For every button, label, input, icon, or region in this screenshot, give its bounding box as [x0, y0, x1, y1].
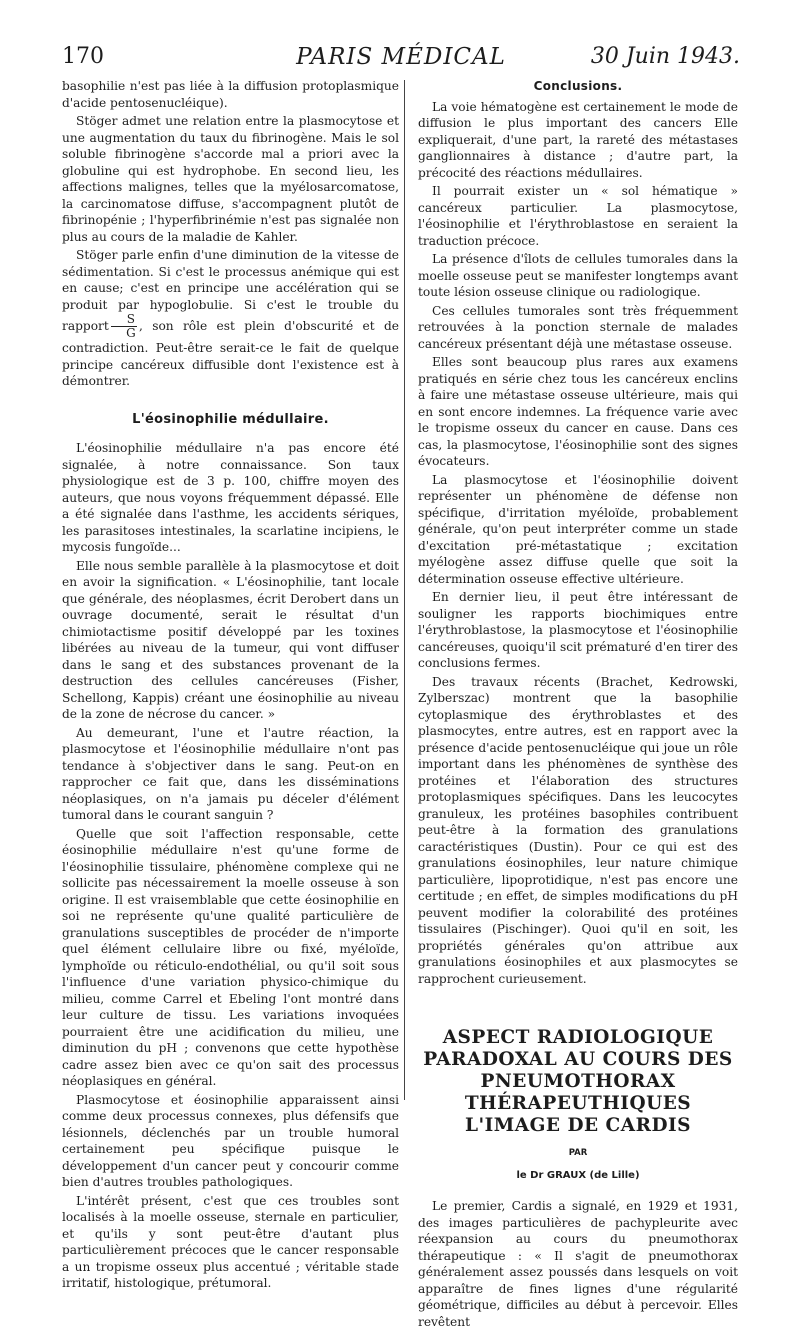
issue-date: 30 Juin 1943. [590, 44, 740, 69]
paragraph: Plasmocytose et éosinophilie apparaissent ainsi comme deux processus connexes, plus défensifs que lésionnels, déclenchés par un trouble humoral certainement peu spécifique puisque le développement d'un cancer peut y concourir comme bien d'autres troubles pathologiques. [62, 1092, 399, 1189]
paragraph: La plasmocytose et l'éosinophilie doivent représenter un phénomène de défense non spécifique, d'irritation myéloïde, probablement générale, qu'on peut interpréter comme un stade d'excitation pré-métastatique ; excitation myélogène assez diffuse quelle que soit la détermination osseuse effective ultérieure. [418, 472, 738, 586]
paragraph: Quelle que soit l'affection responsable, cette éosinophilie médullaire n'est qu'une forme de l'éosinophilie tissulaire, phénomène complexe qui ne sollicite pas nécessairement la moelle osseuse à son origine. Il est vraisemblable que cette éosinophilie en soi ne représente qu'une qualité particulière de granulations susceptibles de procéder de n'importe quel élément cellulaire libre ou fixé, myéloïde, lymphoïde ou réticulo-endothélial, ou qu'il soit sous l'influence d'une variation physico-chimique du milieu, comme Carrel et Ebeling l'ont montré dans leur culture de tissu. Les variations invoquées pourraient être une acidification du milieu, une diminution du pH ; convenons que cette hypothèse cadre assez bien avec ce qu'on sait des processus néoplasiques en général. [62, 826, 399, 1088]
paragraph: Au demeurant, l'une et l'autre réaction, la plasmocytose et l'éosinophilie médullaire n'ont pas tendance à s'objectiver dans le sang. Peut-on en rapprocher ce fait que, dans les disséminations néoplasiques, on n'a jamais pu déceler d'élément tumoral dans le courant sanguin ? [62, 725, 399, 822]
byline-par: PAR [568, 1148, 588, 1158]
section-heading: Conclusions. [533, 79, 623, 93]
paragraph: La présence d'îlots de cellules tumorales dans la moelle osseuse peut se manifester longtemps avant toute lésion osseuse clinique ou radiologique. [418, 252, 738, 299]
paragraph: La voie hématogène est certainement le mode de diffusion le plus important des cancers Elle expliquerait, d'une part, la rareté des métastases ganglionnaires à distance ; d'autre part, la précocité des réactions médullaires. [418, 99, 738, 180]
paragraph-with-ratio [62, 247, 399, 390]
paragraph: Elle nous semble parallèle à la plasmocytose et doit en avoir la signification. « L'éosinophilie, tant locale que générale, des néoplasmes, écrit Derobert dans un ouvrage documenté, serait le résultat d'un chimiotactisme positif développé par les toxines libérées au niveau de la tumeur, qui vont diffuser dans le sang et des substances provenant de la destruction des cellules cancéreuses (Fisher, Schellong, Kappis) créant une éosinophilie au niveau de la zone de nécrose du cancer. » [62, 558, 399, 721]
paragraph: Des travaux récents (Brachet, Kedrowski, Zylberszac) montrent que la basophilie cytoplasmique des érythroblastes et des plasmocytes, entre autres, est en rapport avec la présence d'acide pentosenucléique qui joue un rôle important dans les phénomènes de synthèse des protéines et l'élaboration des structures protoplasmiques spécifiques. Dans les leucocytes granuleux, les protéines basophiles contribuent peut-être à la formation des granulations caractéristiques (Dustin). Pour ce qui est des granulations éosinophiles, leur nature chimique particulière, lipoprotidique, n'est pas encore une certitude ; en effet, de simples modifications du pH peuvent modifier la colorabilité des protéines tissulaires (Pischinger). Quoi qu'il en soit, les propriétés générales qu'on attribue aux granulations éosinophiles et aux plasmocytes se rapprochent curieusement. [418, 674, 738, 986]
paragraph-text: Stöger parle enfin d'une diminution de la vitesse de sédimentation. Si c'est le processus anémique qui est en cause; c'est en principe une accélération qui se produit par hypoglobulie. Si c'est le trouble du rapport [62, 248, 399, 333]
paragraph: Le premier, Cardis a signalé, en 1929 et 1931, des images particulières de pachypleurite avec réexpansion au cours du pneumothorax thérapeutique : « Il s'agit de pneumothorax généralement assez poussés dans lesquels on voit apparaître de fines lignes d'une régularité géométrique, difficiles au début à percevoir. Elles revêtent [418, 1199, 738, 1329]
paragraph: Elles sont beaucoup plus rares aux examens pratiqués en série chez tous les cancéreux enclins à faire une métastase osseuse ultérieure, mais qui en sont encore indemnes. La fréquence varie avec le tropisme osseux du cancer en cause. Dans ces cas, la plasmocytose, l'éosinophilie sont des signes évocateurs. [418, 355, 738, 468]
paragraph: En dernier lieu, il peut être intéressant de souligner les rapports biochimiques entre l'érythroblastose, la plasmocytose et l'éosinophilie cancéreuses, quoiqu'il scit prématuré d'en tirer des conclusions fermes. [418, 590, 738, 670]
left-column [62, 78, 399, 1294]
section-heading: L'éosinophilie médullaire. [132, 411, 329, 427]
paragraph: basophilie n'est pas liée à la diffusion protoplasmique d'acide pentosenucléique). [62, 79, 399, 110]
running-header [62, 44, 740, 74]
page-number: 170 [62, 44, 104, 69]
paragraph: L'éosinophilie médullaire n'a pas encore été signalée, à notre connaissance. Son taux physiologique est de 3 p. 100, chiffre moyen des auteurs, que nous voyons fréquemment dépassé. Elle a été signalée dans l'asthme, les accidents sériques, les parasitoses intestinales, la scarlatine incipiens, le mycosis fungoïde... [62, 441, 399, 554]
fraction-denominator: G [126, 326, 136, 340]
paragraph-text: , son rôle est plein d'obscurité et de contradiction. Peut-être serait-ce le fait de quelque principe cancéreux diffusible dont l'existence est à démontrer. [62, 319, 399, 388]
fraction-numerator: S [111, 313, 137, 327]
author-byline: le Dr GRAUX (de Lille) [516, 1169, 640, 1181]
paragraph: Ces cellules tumorales sont très fréquemment retrouvées à la ponction sternale de malades cancéreux présentant déjà une métastase osseuse. [418, 303, 738, 351]
right-column [418, 78, 738, 1332]
journal-title: PARIS MÉDICAL [296, 44, 506, 70]
column-divider [404, 80, 405, 1100]
ratio-fraction [111, 313, 137, 340]
paragraph: L'intérêt présent, c'est que ces troubles sont localisés à la moelle osseuse, sternale en particulier, et qu'ils y sont peut-être d'autant plus particulièrement précoces que le cancer responsable a un tropisme osseux plus accentué ; véritable stade irritatif, histologique, prétumoral. [62, 1193, 399, 1290]
paragraph: Stöger admet une relation entre la plasmocytose et une augmentation du taux du fibrinogène. Mais le sol soluble fibrinogène s'accorde mal a priori avec la globuline qui est hydrophobe. En second lieu, les affections malignes, telles que la myélosarcomatose, la carcinomatose diffuse, s'accompagnent plutôt de fibrinopénie ; l'hyperfibrinémie n'est pas signalée non plus au cours de la maladie de Kahler. [62, 114, 399, 244]
paragraph: Il pourrait exister un « sol hématique » cancéreux particulier. La plasmocytose, l'éosinophilie et l'érythroblastose en seraient la traduction précoce. [418, 184, 738, 248]
article-title: ASPECT RADIOLOGIQUE PARADOXAL AU COURS DES PNEUMOTHORAX THÉRAPEUTHIQUES L'IMAGE DE CARDIS [423, 1027, 733, 1136]
